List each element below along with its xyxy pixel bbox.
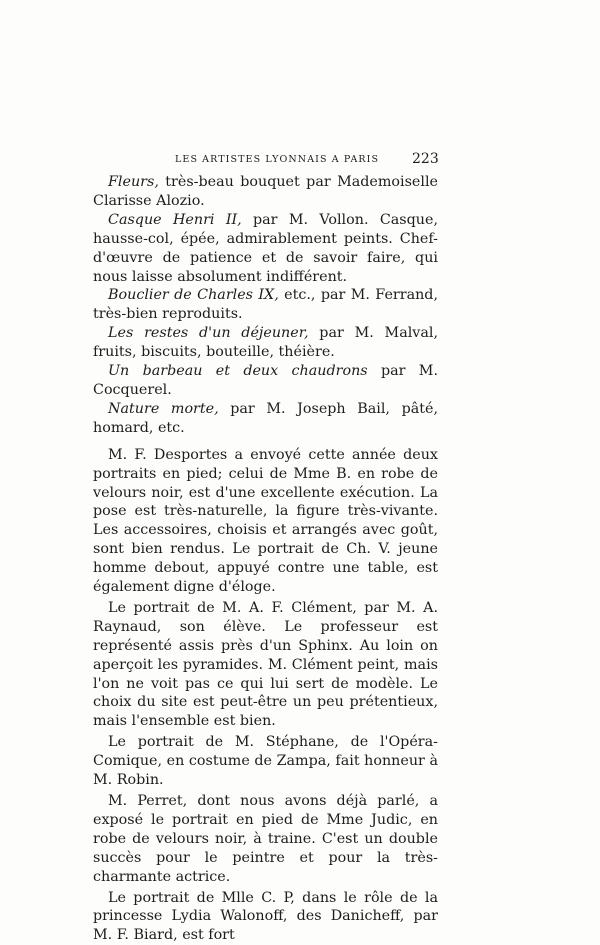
entry-text: par M. Malval, fruits, biscuits, bouteille, théière. <box>93 325 439 361</box>
entry-text: par M. Joseph Bail, pâté, homard, etc. <box>93 400 438 436</box>
page-header <box>0 151 600 171</box>
running-title: LES ARTISTES LYONNAIS A PARIS <box>175 154 380 165</box>
catalog-entry <box>93 400 438 438</box>
body-paragraph: Le portrait de M. A. F. Clément, par M. A. Raynaud, son élève. Le professeur est représenté assis près d'un Sphinx. Au loin on aperçoit les pyramides. M. Clément peint, mais l'on ne voit pas ce qui lui sert de modèle. Le choix du site est peut-être un peu prétentieux, mais l'ensemble est bien. <box>93 599 438 730</box>
catalog-entry <box>93 362 438 400</box>
entry-text: etc., par M. Ferrand, très-bien reproduits. <box>93 287 438 323</box>
artwork-title: Casque Henri II, <box>108 211 242 228</box>
entry-text: très-beau bouquet par Mademoiselle Clarisse Alozio. <box>93 174 438 209</box>
body-paragraph: M. Perret, dont nous avons déjà parlé, a exposé le portrait en pied de Mme Judic, en robe de velours noir, à traine. C'est un double succès pour le peintre et pour la très-charmante actrice. <box>93 793 438 885</box>
body-paragraph: M. F. Desportes a envoyé cette année deux portraits en pied; celui de Mme B. en robe de velours noir, est d'une excellente exécution. La pose est très-naturelle, la figure très-vivante. Les accessoires, choisis et arrangés avec goût, sont bien rendus. Le portrait de Ch. V. jeune homme debout, appuyé contre une table, est également digne d'éloge. <box>93 446 438 596</box>
artwork-title: Nature morte, <box>108 400 219 417</box>
page-body <box>93 173 438 945</box>
artwork-title: Les restes d'un déjeuner, <box>108 325 309 342</box>
entry-text: par M. Cocquerel. <box>93 363 438 398</box>
body-paragraph: Le portrait de M. Stéphane, de l'Opéra-Comique, en costume de Zampa, fait honneur à M. Robin. <box>93 734 438 789</box>
catalog-entry <box>93 324 438 362</box>
entry-text: par M. Vollon. Casque, hausse-col, épée, admirablement peints. Chef-d'œuvre de patience et de savoir faire, qui nous laisse absolument indifférent. <box>93 211 438 285</box>
artwork-title: Un barbeau et deux chaudrons <box>108 363 368 380</box>
page-number: 223 <box>412 151 439 167</box>
catalog-entry <box>93 173 438 211</box>
catalog-entry <box>93 211 438 287</box>
artwork-title: Fleurs, <box>108 174 159 190</box>
body-paragraph: Le portrait de Mlle C. P, dans le rôle de la princesse Lydia Walonoff, des Danicheff, par M. F. Biard, est fort <box>93 889 438 944</box>
catalog-entry <box>93 286 438 324</box>
artwork-title: Bouclier de Charles IX, <box>108 287 279 304</box>
